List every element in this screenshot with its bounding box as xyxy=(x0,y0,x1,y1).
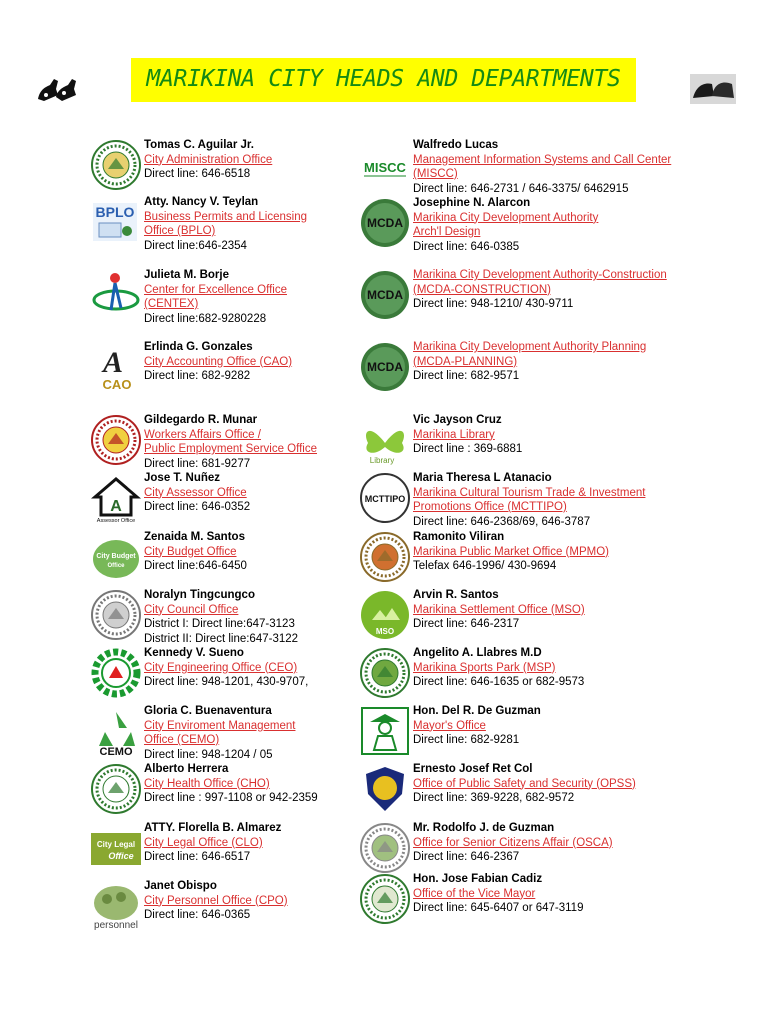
office-link[interactable]: City Accounting Office (CAO) xyxy=(144,355,293,368)
office-link[interactable]: City Engineering Office (CEO) xyxy=(144,661,298,674)
personnel-logo-icon xyxy=(91,881,141,931)
contact-line: Telefax 646-1996/ 430-9694 xyxy=(413,560,557,572)
office-link[interactable]: Mayor's Office xyxy=(413,719,486,732)
legal-office-icon-graphic xyxy=(91,823,141,873)
office-link[interactable]: Office (BPLO) xyxy=(144,225,216,237)
entry-text xyxy=(413,704,733,748)
contact-line: Direct line: 646-2367 xyxy=(413,851,520,863)
mcttipo-logo-icon xyxy=(360,473,410,523)
cemo-recycle-icon xyxy=(91,706,141,756)
head-name: Zenaida M. Santos xyxy=(144,531,245,543)
mcda-const-icon xyxy=(360,270,410,320)
head-name: Gloria C. Buenaventura xyxy=(144,705,272,717)
office-link[interactable]: Marikina City Development Authority-Construction xyxy=(413,269,667,281)
entry-text xyxy=(413,138,733,196)
directory-entry xyxy=(360,471,730,531)
head-name: Vic Jayson Cruz xyxy=(413,414,502,426)
head-name: Erlinda G. Gonzales xyxy=(144,341,253,353)
office-link[interactable]: Workers Affairs Office / xyxy=(144,428,261,441)
engineering-gear-icon-graphic xyxy=(91,648,141,698)
osca-seal-icon-graphic xyxy=(360,823,410,873)
head-name: Tomas C. Aguilar Jr. xyxy=(144,139,254,151)
sports-park-seal-icon xyxy=(360,648,410,698)
svg-text:Assessor Office: Assessor Office xyxy=(96,518,136,523)
svg-text:A: A xyxy=(110,498,122,515)
office-link[interactable]: City Enviroment Management xyxy=(144,719,296,732)
library-butterfly-icon xyxy=(360,415,410,465)
svg-text:personnel: personnel xyxy=(94,920,138,931)
contact-line: Direct line: 646-1635 or 682-9573 xyxy=(413,676,585,688)
contact-line: Direct line: 369-9228, 682-9572 xyxy=(413,792,575,804)
office-link[interactable]: Office of Public Safety and Security (OPSS) xyxy=(413,777,636,790)
directory-entry xyxy=(360,530,730,590)
head-name: Josephine N. Alarcon xyxy=(413,197,531,209)
entry-text xyxy=(413,588,733,632)
svg-text:MISCC: MISCC xyxy=(364,160,406,175)
office-link[interactable]: Business Permits and Licensing xyxy=(144,210,307,223)
directory-entry xyxy=(360,872,730,932)
personnel-logo-icon-graphic xyxy=(91,881,141,931)
entry-text xyxy=(413,340,733,384)
head-name: Kennedy V. Sueno xyxy=(144,647,244,659)
office-link[interactable]: City Assessor Office xyxy=(144,486,247,499)
directory-entry xyxy=(360,646,730,706)
bplo-logo-icon-graphic xyxy=(91,197,141,247)
directory-entry xyxy=(360,704,730,764)
council-seal-icon-graphic xyxy=(91,590,141,640)
mcda-plan-icon-graphic xyxy=(360,342,410,392)
office-link[interactable]: City Health Office (CHO) xyxy=(144,777,270,790)
office-link[interactable]: City Administration Office xyxy=(144,153,273,166)
office-link[interactable]: Marikina City Development Authority xyxy=(413,211,599,224)
cao-logo-icon-graphic xyxy=(91,342,141,392)
contact-line: Direct line: 681-9277 xyxy=(144,457,251,470)
office-link[interactable]: Marikina City Development Authority Planning xyxy=(413,341,647,353)
office-link[interactable]: (MISCC) xyxy=(413,168,458,180)
office-link[interactable]: Marikina Public Market Office (MPMO) xyxy=(413,545,609,558)
directory-entry xyxy=(360,413,730,473)
head-name: Alberto Herrera xyxy=(144,763,229,775)
svg-text:MCDA: MCDA xyxy=(367,360,403,374)
entry-text xyxy=(413,471,733,529)
svg-text:Office: Office xyxy=(107,563,125,569)
contact-line: Direct line: 646-2368/69, 646-3787 xyxy=(413,515,591,528)
head-name: Gildegardo R. Munar xyxy=(144,414,258,426)
contact-line: Direct line:646-6450 xyxy=(144,560,247,572)
cao-logo-icon xyxy=(91,342,141,392)
vice-mayor-seal-icon xyxy=(360,874,410,924)
svg-text:City Legal: City Legal xyxy=(96,840,136,849)
city-seal-icon-graphic xyxy=(91,140,141,190)
contact-line: Direct line: 948-1210/ 430-9711 xyxy=(413,298,574,310)
office-link[interactable]: Office for Senior Citizens Affair (OSCA) xyxy=(413,836,613,849)
mso-logo-icon xyxy=(360,590,410,640)
mso-logo-icon-graphic xyxy=(360,590,410,640)
council-seal-icon xyxy=(91,590,141,640)
entry-text xyxy=(413,530,733,574)
contact-line: Direct line: 646-0385 xyxy=(413,240,520,253)
office-link[interactable]: Office of the Vice Mayor xyxy=(413,887,536,900)
office-link[interactable]: Marikina Library xyxy=(413,428,495,441)
head-name: Walfredo Lucas xyxy=(413,139,499,151)
head-name: Janet Obispo xyxy=(144,880,217,892)
head-name: Hon. Jose Fabian Cadiz xyxy=(413,873,543,885)
entry-text xyxy=(413,646,733,690)
page-title: MARIKINA CITY HEADS AND DEPARTMENTS xyxy=(146,66,621,92)
peso-seal-icon-graphic xyxy=(91,415,141,465)
office-link[interactable]: Marikina Sports Park (MSP) xyxy=(413,661,556,674)
head-name: ATTY. Florella B. Almarez xyxy=(144,822,282,834)
directory-entry xyxy=(360,340,730,400)
office-link[interactable]: (CENTEX) xyxy=(144,298,199,310)
budget-office-icon xyxy=(91,532,141,582)
svg-text:BPLO: BPLO xyxy=(95,204,135,220)
centex-logo-icon xyxy=(91,270,141,320)
office-link[interactable]: City Budget Office xyxy=(144,545,237,558)
directory-entry xyxy=(360,138,730,198)
head-name: Noralyn Tingcungco xyxy=(144,589,255,601)
head-name: Mr. Rodolfo J. de Guzman xyxy=(413,822,555,834)
contact-line: Direct line: 948-1201, 430-9707, xyxy=(144,676,309,688)
svg-text:CAO: CAO xyxy=(102,377,132,392)
vice-mayor-seal-icon-graphic xyxy=(360,874,410,924)
svg-text:CEMO: CEMO xyxy=(99,746,133,756)
market-seal-icon xyxy=(360,532,410,582)
sports-park-seal-icon-graphic xyxy=(360,648,410,698)
entry-text xyxy=(413,268,733,312)
contact-line: Direct line: 646-0365 xyxy=(144,909,251,921)
contact-line: Direct line: 682-9281 xyxy=(413,734,520,746)
shoes-right-icon xyxy=(690,74,736,104)
head-name: Julieta M. Borje xyxy=(144,269,229,281)
entry-text xyxy=(413,872,733,916)
contact-line: District II: Direct line:647-3122 xyxy=(144,632,299,645)
contact-line: Direct line: 682-9571 xyxy=(413,370,520,382)
osca-seal-icon xyxy=(360,823,410,873)
title-banner xyxy=(131,58,636,102)
svg-text:A: A xyxy=(102,346,124,379)
contact-line: Direct line: 682-9282 xyxy=(144,370,251,382)
directory-entry xyxy=(360,196,730,256)
directory-entry xyxy=(360,762,730,822)
mayor-figure-icon-graphic xyxy=(360,706,410,756)
office-link[interactable]: City Council Office xyxy=(144,603,239,616)
cemo-recycle-icon-graphic xyxy=(91,706,141,756)
head-name: Jose T. Nuñez xyxy=(144,472,221,484)
mcda-const-icon-graphic xyxy=(360,270,410,320)
opss-badge-icon xyxy=(360,764,410,814)
mcttipo-logo-icon-graphic xyxy=(360,473,410,523)
assessor-house-icon-graphic xyxy=(91,473,141,523)
contact-line: Direct line : 997-1108 or 942-2359 xyxy=(144,792,318,804)
office-link[interactable]: Office (CEMO) xyxy=(144,734,220,746)
svg-text:Library: Library xyxy=(369,456,395,465)
library-butterfly-icon-graphic xyxy=(360,415,410,465)
entry-text xyxy=(413,821,733,865)
head-name: Angelito A. Llabres M.D xyxy=(413,647,542,659)
office-link[interactable]: (MCDA-CONSTRUCTION) xyxy=(413,283,551,296)
head-name: Ramonito Viliran xyxy=(413,531,505,543)
contact-line: Direct line:646-2354 xyxy=(144,239,247,252)
office-link[interactable]: City Personnel Office (CPO) xyxy=(144,894,288,907)
legal-office-icon xyxy=(91,823,141,873)
svg-text:MSO: MSO xyxy=(375,627,395,636)
assessor-house-icon xyxy=(91,473,141,523)
market-seal-icon-graphic xyxy=(360,532,410,582)
budget-office-icon-graphic xyxy=(91,532,141,582)
mcda-arch-icon xyxy=(360,198,410,248)
miscc-logo-icon-graphic xyxy=(360,140,410,190)
head-name: Arvin R. Santos xyxy=(413,589,499,601)
entry-text xyxy=(413,196,733,254)
shoes-left-icon xyxy=(36,75,82,105)
mcda-plan-icon xyxy=(360,342,410,392)
health-seal-icon-graphic xyxy=(91,764,141,814)
office-link[interactable]: (MCDA-PLANNING) xyxy=(413,355,518,368)
bplo-logo-icon xyxy=(91,197,141,247)
office-link[interactable]: Center for Excellence Office xyxy=(144,283,287,296)
svg-text:City Budget: City Budget xyxy=(96,553,136,560)
mayor-figure-icon xyxy=(360,706,410,756)
city-seal-icon xyxy=(91,140,141,190)
head-name: Atty. Nancy V. Teylan xyxy=(144,196,259,208)
office-link[interactable]: City Legal Office (CLO) xyxy=(144,836,263,849)
contact-line: Direct line: 646-2317 xyxy=(413,618,520,630)
contact-line: Direct line: 646-0352 xyxy=(144,501,251,513)
peso-seal-icon xyxy=(91,415,141,465)
head-name: Maria Theresa L Atanacio xyxy=(413,472,552,484)
health-seal-icon xyxy=(91,764,141,814)
opss-badge-icon-graphic xyxy=(360,764,410,814)
svg-text:MCTTIPO: MCTTIPO xyxy=(364,494,406,504)
head-name: Ernesto Josef Ret Col xyxy=(413,763,533,775)
head-name: Hon. Del R. De Guzman xyxy=(413,705,541,717)
entry-text xyxy=(413,413,733,457)
mcda-arch-icon-graphic xyxy=(360,198,410,248)
centex-logo-icon-graphic xyxy=(91,270,141,320)
contact-line: Direct line: 646-2731 / 646-3375/ 6462915 xyxy=(413,182,629,195)
office-link[interactable]: Arch'l Design xyxy=(413,226,481,238)
svg-text:MCDA: MCDA xyxy=(367,288,403,302)
contact-line: Direct line: 645-6407 or 647-3119 xyxy=(413,902,584,914)
office-link[interactable]: Public Employment Service Office xyxy=(144,443,317,455)
engineering-gear-icon xyxy=(91,648,141,698)
directory-entry xyxy=(360,588,730,648)
entry-text xyxy=(413,762,733,806)
office-link[interactable]: Promotions Office (MCTTIPO) xyxy=(413,501,567,513)
directory-entry xyxy=(360,268,730,328)
office-link[interactable]: Management Information Systems and Call Center xyxy=(413,153,672,166)
miscc-logo-icon xyxy=(360,140,410,190)
contact-line: Direct line: 948-1204 / 05 xyxy=(144,748,273,761)
contact-line: District I: Direct line:647-3123 xyxy=(144,618,295,630)
contact-line: Direct line : 369-6881 xyxy=(413,443,523,455)
contact-line: Direct line: 646-6517 xyxy=(144,851,251,863)
contact-line: Direct line:682-9280228 xyxy=(144,312,267,325)
contact-line: Direct line: 646-6518 xyxy=(144,168,251,180)
svg-text:MCDA: MCDA xyxy=(367,216,403,230)
office-link[interactable]: Marikina Cultural Tourism Trade & Investment xyxy=(413,486,646,499)
svg-text:Office: Office xyxy=(108,851,134,861)
office-link[interactable]: Marikina Settlement Office (MSO) xyxy=(413,603,585,616)
